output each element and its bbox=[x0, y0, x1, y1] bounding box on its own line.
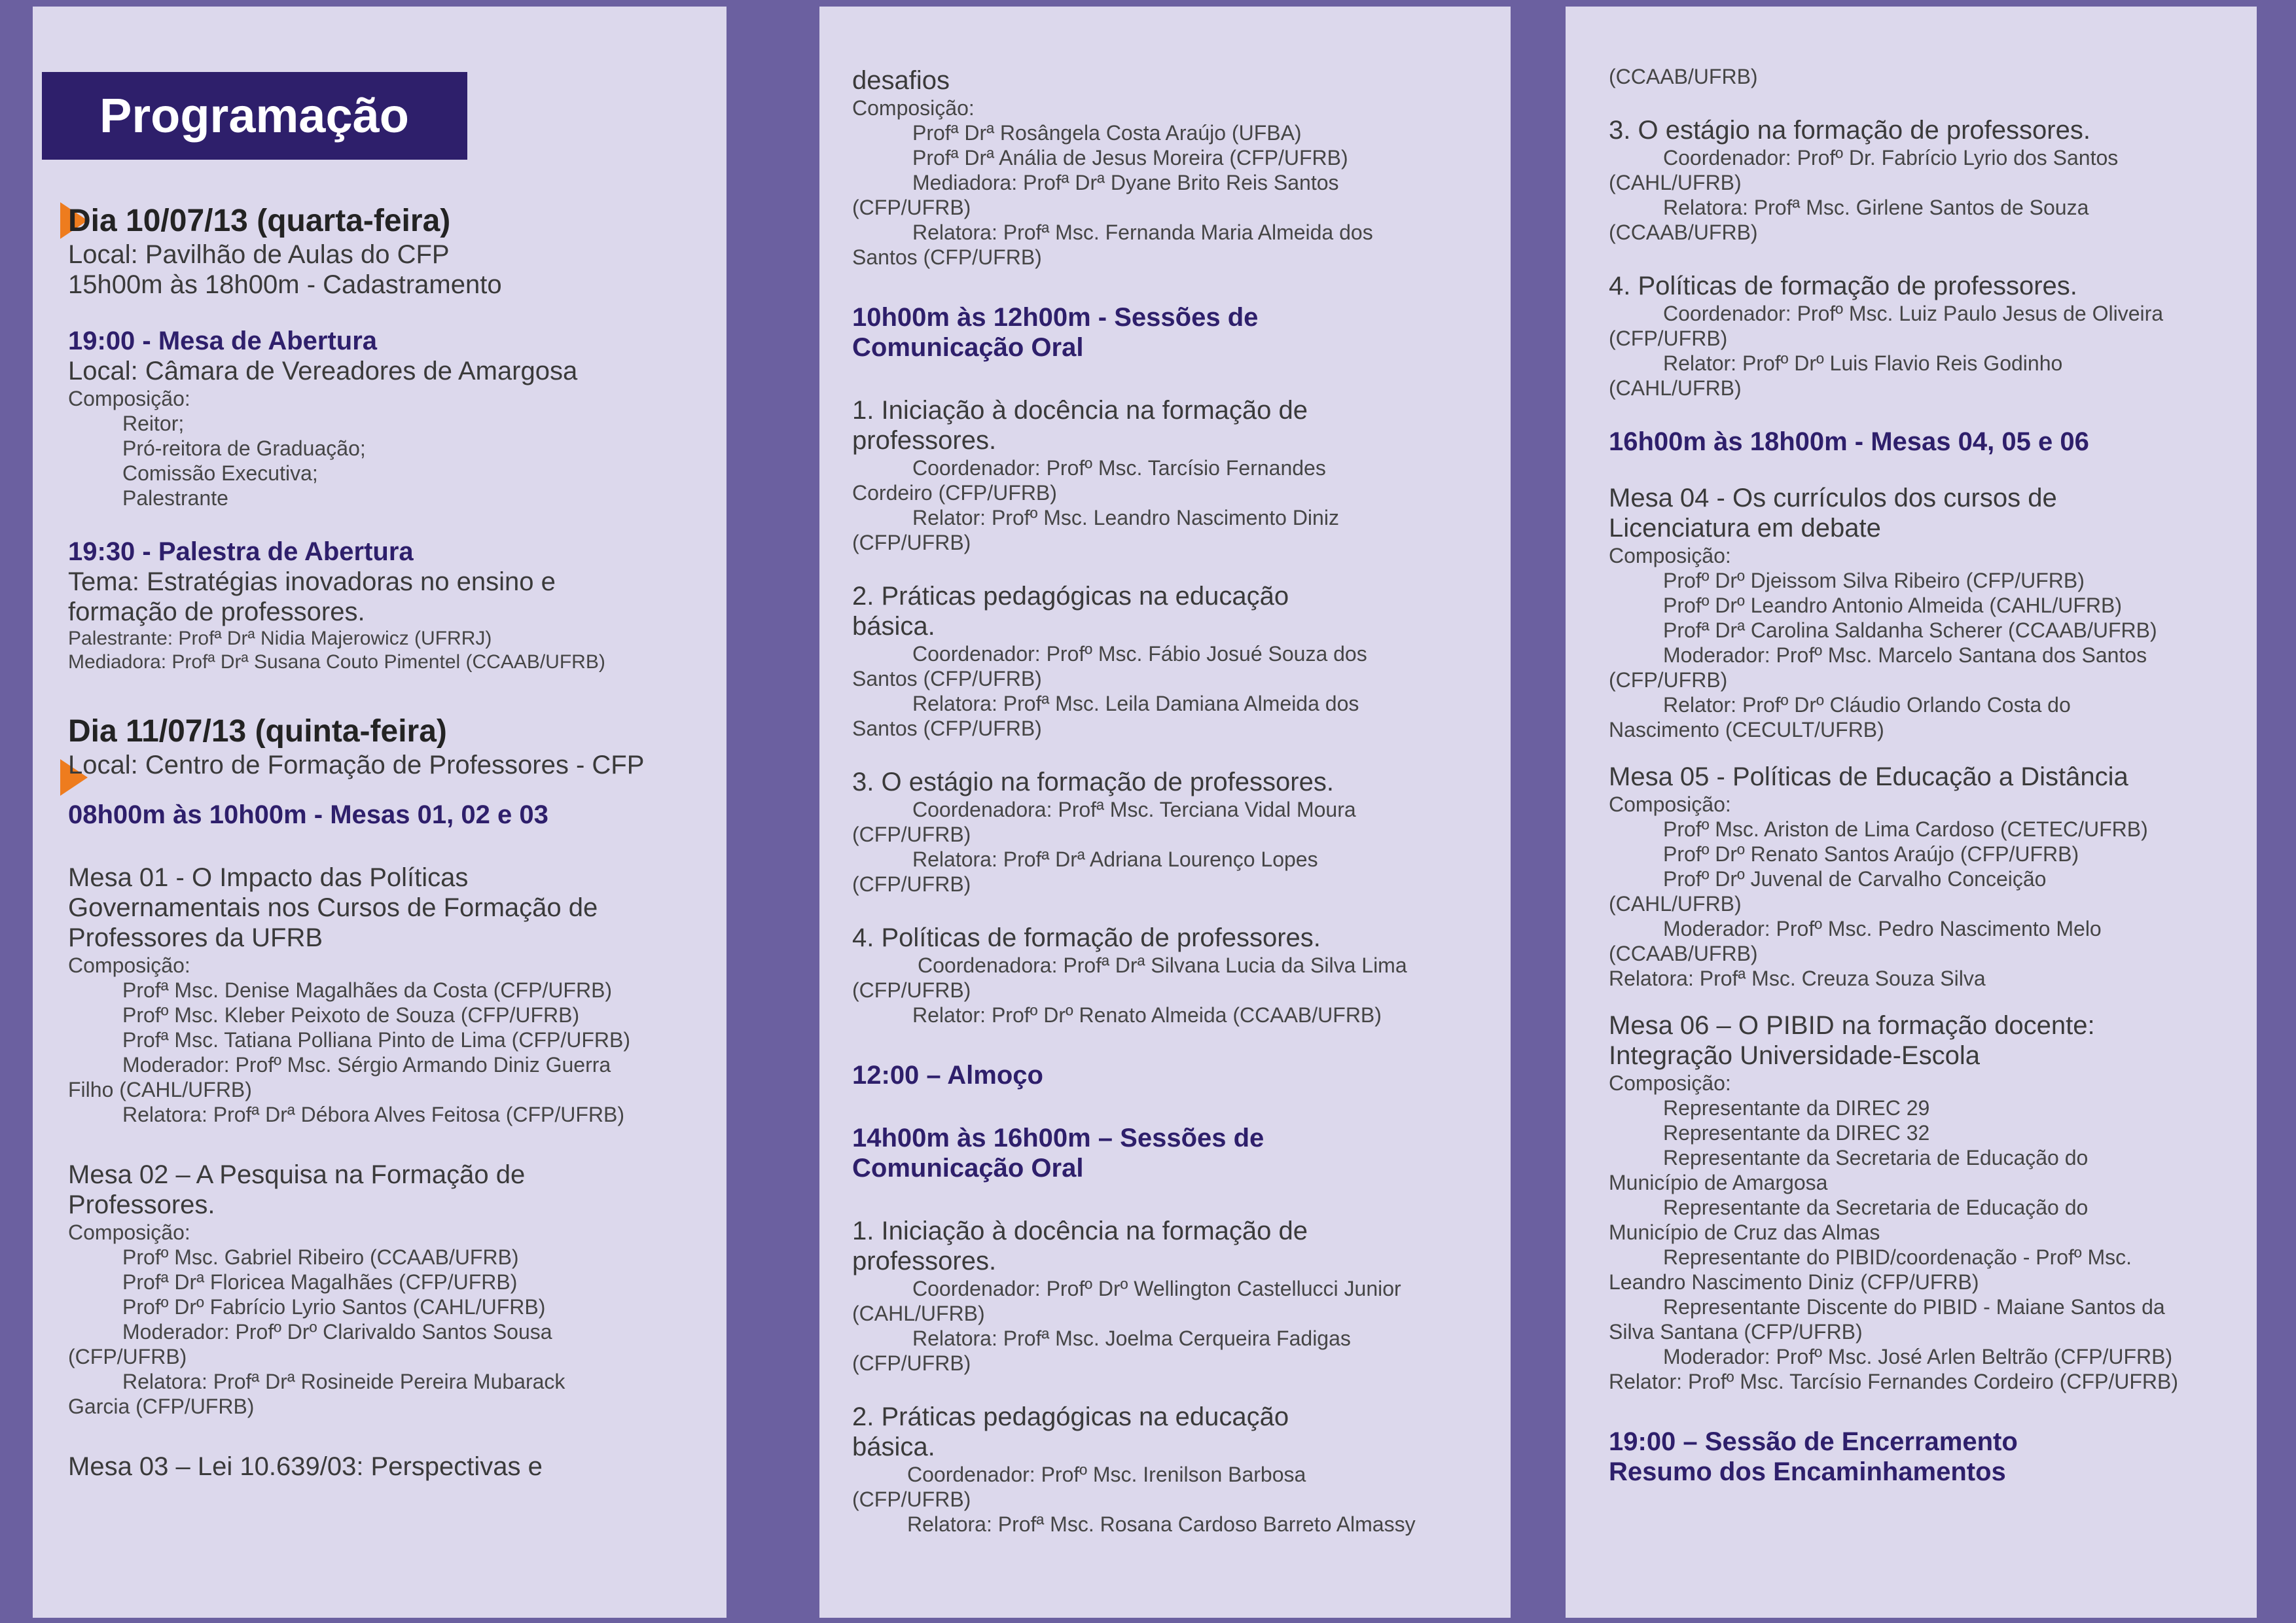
mesa-title: Licenciatura em debate bbox=[1609, 514, 1881, 543]
coordinator: Coordenadora: Profª Drª Silvana Lucia da Silva Lima bbox=[918, 954, 1407, 977]
section-heading: Resumo dos Encaminhamentos bbox=[1609, 1457, 2006, 1486]
participant: Profª Msc. Denise Magalhães da Costa (CFP/UFRB) bbox=[122, 978, 613, 1002]
continuation: (CCAAB/UFRB) bbox=[1609, 65, 1758, 88]
participant: Profº Drº Renato Santos Araújo (CFP/UFRB) bbox=[1663, 842, 2079, 866]
mesa-title: Professores. bbox=[68, 1190, 215, 1219]
mediator: (CFP/UFRB) bbox=[852, 196, 971, 219]
participant: Profº Drº Fabrício Lyrio Santos (CAHL/UFRB) bbox=[122, 1295, 546, 1319]
mesa-title: Mesa 01 - O Impacto das Políticas bbox=[68, 863, 469, 892]
coordinator: Cordeiro (CFP/UFRB) bbox=[852, 481, 1057, 505]
column-content bbox=[33, 203, 726, 1482]
section-heading: 10h00m às 12h00m - Sessões de bbox=[852, 303, 1259, 332]
coordinator: (CFP/UFRB) bbox=[852, 1488, 971, 1511]
mesa-title: Governamentais nos Cursos de Formação de bbox=[68, 893, 598, 922]
column-content bbox=[819, 65, 1511, 1537]
rapporteur: Relator: Profº Drº Cláudio Orlando Costa do bbox=[1663, 693, 2071, 717]
coordinator: (CFP/UFRB) bbox=[852, 823, 971, 846]
participant: Profº Msc. Gabriel Ribeiro (CCAAB/UFRB) bbox=[122, 1245, 519, 1269]
participant: Profº Msc. Kleber Peixoto de Souza (CFP/UFRB) bbox=[122, 1003, 580, 1027]
list-item: Palestrante bbox=[122, 486, 228, 510]
rapporteur: (CFP/UFRB) bbox=[852, 872, 971, 896]
participant: Representante do PIBID/coordenação - Profº Msc. bbox=[1663, 1245, 2132, 1269]
participant: Profª Drª Carolina Saldanha Scherer (CCAAB/UFRB) bbox=[1663, 618, 2157, 642]
rapporteur: (CFP/UFRB) bbox=[852, 531, 971, 554]
coordinator: (CAHL/UFRB) bbox=[1609, 171, 1742, 194]
rapporteur: Relatora: Profª Drª Adriana Lourenço Lopes bbox=[912, 847, 1318, 871]
topic-title: 1. Iniciação à docência na formação de bbox=[852, 1217, 1308, 1245]
panel-middle bbox=[819, 7, 1511, 1618]
participant: Profª Drª Rosângela Costa Araújo (UFBA) bbox=[912, 121, 1302, 145]
participant: Representante da Secretaria de Educação do bbox=[1663, 1146, 2089, 1169]
coordinator: Coordenadora: Profª Msc. Terciana Vidal Moura bbox=[912, 798, 1356, 821]
topic-title: professores. bbox=[852, 1247, 997, 1275]
coordinator: Coordenador: Profº Msc. Fábio Josué Souza dos bbox=[912, 642, 1367, 666]
composition-label: Composição: bbox=[1609, 544, 1731, 567]
rapporteur: Relatora: Profª Msc. Joelma Cerqueira Fadigas bbox=[912, 1327, 1351, 1350]
participant: Representante da DIREC 32 bbox=[1663, 1121, 1930, 1145]
rapporteur: Garcia (CFP/UFRB) bbox=[68, 1395, 255, 1418]
composition-label: Composição: bbox=[68, 387, 190, 410]
coordinator: (CFP/UFRB) bbox=[1609, 327, 1728, 350]
rapporteur: Nascimento (CECULT/UFRB) bbox=[1609, 718, 1884, 741]
section-heading: Comunicação Oral bbox=[852, 1154, 1084, 1183]
composition-label: Composição: bbox=[852, 96, 975, 120]
composition-label: Composição: bbox=[68, 1221, 190, 1244]
mesa-title: Mesa 06 – O PIBID na formação docente: bbox=[1609, 1011, 2095, 1040]
rapporteur: Relatora: Profª Msc. Creuza Souza Silva bbox=[1609, 967, 1986, 990]
list-item: Reitor; bbox=[122, 412, 185, 435]
moderator: (CFP/UFRB) bbox=[68, 1345, 187, 1368]
topic-title: 1. Iniciação à docência na formação de bbox=[852, 396, 1308, 425]
day-registration: 15h00m às 18h00m - Cadastramento bbox=[68, 270, 502, 299]
coordinator: Coordenador: Profº Msc. Luiz Paulo Jesus de Oliveira bbox=[1663, 302, 2164, 325]
composition-label: Composição: bbox=[68, 954, 190, 977]
participant: Profº Drº Leandro Antonio Almeida (CAHL/UFRB) bbox=[1663, 594, 2122, 617]
rapporteur: Relator: Profº Msc. Leandro Nascimento Diniz bbox=[912, 506, 1339, 529]
participant: Profª Msc. Tatiana Polliana Pinto de Lima (CFP/UFRB) bbox=[122, 1028, 630, 1052]
section-heading: 16h00m às 18h00m - Mesas 04, 05 e 06 bbox=[1609, 427, 2089, 456]
mesa-title: Integração Universidade-Escola bbox=[1609, 1041, 1980, 1070]
topic-title: básica. bbox=[852, 1433, 935, 1461]
coordinator: Coordenador: Profº Msc. Tarcísio Fernandes bbox=[912, 456, 1326, 480]
mesa-title: Professores da UFRB bbox=[68, 923, 323, 952]
topic-title: 4. Políticas de formação de professores. bbox=[1609, 272, 2077, 300]
day-heading: Dia 10/07/13 (quarta-feira) bbox=[68, 204, 451, 238]
rapporteur: (CFP/UFRB) bbox=[852, 1351, 971, 1375]
topic-title: 3. O estágio na formação de professores. bbox=[852, 768, 1334, 796]
moderator: (CFP/UFRB) bbox=[1609, 668, 1728, 692]
section-heading: 14h00m às 16h00m – Sessões de bbox=[852, 1124, 1265, 1152]
mediator: Mediadora: Profª Drª Susana Couto Pimentel (CCAAB/UFRB) bbox=[68, 651, 605, 673]
topic-title: 4. Políticas de formação de professores. bbox=[852, 923, 1321, 952]
rapporteur: Santos (CFP/UFRB) bbox=[852, 245, 1042, 269]
rapporteur: Relator: Profº Msc. Tarcísio Fernandes Cordeiro (CFP/UFRB) bbox=[1609, 1370, 2178, 1393]
section-heading: 19:30 - Palestra de Abertura bbox=[68, 537, 414, 566]
mesa-title-continuation: desafios bbox=[852, 66, 950, 95]
rapporteur: Relatora: Profª Drª Rosineide Pereira Mubarack bbox=[122, 1370, 565, 1393]
participant: Representante Discente do PIBID - Maiane Santos da bbox=[1663, 1295, 2165, 1319]
panel-left bbox=[33, 7, 726, 1618]
section-heading: 19:00 - Mesa de Abertura bbox=[68, 327, 378, 355]
rapporteur: (CCAAB/UFRB) bbox=[1609, 221, 1758, 244]
moderator: Moderador: Profº Msc. Sérgio Armando Diniz Guerra bbox=[122, 1053, 611, 1077]
participant: Profº Drº Djeissom Silva Ribeiro (CFP/UFRB) bbox=[1663, 569, 2085, 592]
participant: Profº Drº Juvenal de Carvalho Conceição bbox=[1663, 867, 2047, 891]
rapporteur: (CAHL/UFRB) bbox=[1609, 376, 1742, 400]
rapporteur: Relatora: Profª Drª Débora Alves Feitosa (CFP/UFRB) bbox=[122, 1103, 625, 1126]
topic-title: 2. Práticas pedagógicas na educação bbox=[852, 582, 1289, 611]
participant: Profª Drª Floricea Magalhães (CFP/UFRB) bbox=[122, 1270, 518, 1294]
participant: Município de Amargosa bbox=[1609, 1171, 1828, 1194]
page-title: Programação bbox=[42, 72, 467, 160]
participant: Município de Cruz das Almas bbox=[1609, 1221, 1880, 1244]
rapporteur: Relatora: Profª Msc. Leila Damiana Almeida dos bbox=[912, 692, 1359, 715]
coordinator: (CFP/UFRB) bbox=[852, 978, 971, 1002]
topic-title: 3. O estágio na formação de professores. bbox=[1609, 116, 2090, 145]
moderator: (CCAAB/UFRB) bbox=[1609, 942, 1758, 965]
rapporteur: Relator: Profº Drº Luis Flavio Reis Godinho bbox=[1663, 351, 2063, 375]
lecturer: Palestrante: Profª Drª Nidia Majerowicz (UFRRJ) bbox=[68, 628, 492, 649]
mesa-title: Mesa 05 - Políticas de Educação a Distância bbox=[1609, 762, 2128, 791]
moderator: Moderador: Profº Msc. Marcelo Santana dos Santos bbox=[1663, 643, 2147, 667]
section-heading: 19:00 – Sessão de Encerramento bbox=[1609, 1427, 2018, 1456]
moderator: Moderador: Profº Drº Clarivaldo Santos Sousa bbox=[122, 1320, 552, 1344]
panel-right bbox=[1566, 7, 2257, 1618]
section-heading: 08h00m às 10h00m - Mesas 01, 02 e 03 bbox=[68, 800, 548, 829]
column-content bbox=[1566, 64, 2257, 1487]
section-heading: Comunicação Oral bbox=[852, 333, 1084, 362]
coordinator: Coordenador: Profº Msc. Irenilson Barbosa bbox=[907, 1463, 1306, 1486]
list-item: Pró-reitora de Graduação; bbox=[122, 437, 366, 460]
composition-label: Composição: bbox=[1609, 793, 1731, 816]
event-local: Local: Câmara de Vereadores de Amargosa bbox=[68, 357, 578, 385]
coordinator: (CAHL/UFRB) bbox=[852, 1302, 985, 1325]
participant: Leandro Nascimento Diniz (CFP/UFRB) bbox=[1609, 1270, 1979, 1294]
section-heading: 12:00 – Almoço bbox=[852, 1061, 1043, 1090]
participant: Representante da DIREC 29 bbox=[1663, 1096, 1930, 1120]
lecture-theme: Tema: Estratégias inovadoras no ensino e bbox=[68, 567, 556, 596]
participant: Representante da Secretaria de Educação do bbox=[1663, 1196, 2089, 1219]
list-item: Comissão Executiva; bbox=[122, 461, 318, 485]
rapporteur: Relatora: Profª Msc. Fernanda Maria Almeida dos bbox=[912, 221, 1373, 244]
topic-title: 2. Práticas pedagógicas na educação bbox=[852, 1402, 1289, 1431]
coordinator: Coordenador: Profº Dr. Fabrício Lyrio dos Santos bbox=[1663, 146, 2119, 169]
mesa-title: Mesa 02 – A Pesquisa na Formação de bbox=[68, 1160, 526, 1189]
day-local: Local: Centro de Formação de Professores - CFP bbox=[68, 751, 645, 779]
day-heading: Dia 11/07/13 (quinta-feira) bbox=[68, 714, 447, 749]
moderator: Moderador: Profº Msc. José Arlen Beltrão (CFP/UFRB) bbox=[1663, 1345, 2173, 1368]
participant: Profª Drª Anália de Jesus Moreira (CFP/UFRB) bbox=[912, 146, 1348, 169]
participant: Profº Msc. Ariston de Lima Cardoso (CETEC/UFRB) bbox=[1663, 817, 2148, 841]
rapporteur: Relatora: Profª Msc. Rosana Cardoso Barreto Almassy bbox=[907, 1512, 1416, 1536]
composition-label: Composição: bbox=[1609, 1071, 1731, 1095]
coordinator: Santos (CFP/UFRB) bbox=[852, 667, 1042, 690]
topic-title: básica. bbox=[852, 612, 935, 641]
rapporteur: Santos (CFP/UFRB) bbox=[852, 717, 1042, 740]
lecture-theme: formação de professores. bbox=[68, 597, 365, 626]
moderator: Moderador: Profº Msc. Pedro Nascimento Melo bbox=[1663, 917, 2102, 940]
day-local: Local: Pavilhão de Aulas do CFP bbox=[68, 240, 450, 269]
mediator: Mediadora: Profª Drª Dyane Brito Reis Santos bbox=[912, 171, 1339, 194]
topic-title: professores. bbox=[852, 426, 997, 455]
rapporteur: Relatora: Profª Msc. Girlene Santos de Souza bbox=[1663, 196, 2089, 219]
mesa-title: Mesa 03 – Lei 10.639/03: Perspectivas e bbox=[68, 1452, 543, 1481]
moderator: Filho (CAHL/UFRB) bbox=[68, 1078, 252, 1101]
coordinator: Coordenador: Profº Drº Wellington Castellucci Junior bbox=[912, 1277, 1401, 1300]
rapporteur: Relator: Profº Drº Renato Almeida (CCAAB/UFRB) bbox=[912, 1003, 1382, 1027]
participant: Silva Santana (CFP/UFRB) bbox=[1609, 1320, 1863, 1344]
participant: (CAHL/UFRB) bbox=[1609, 892, 1742, 916]
mesa-title: Mesa 04 - Os currículos dos cursos de bbox=[1609, 484, 2057, 512]
